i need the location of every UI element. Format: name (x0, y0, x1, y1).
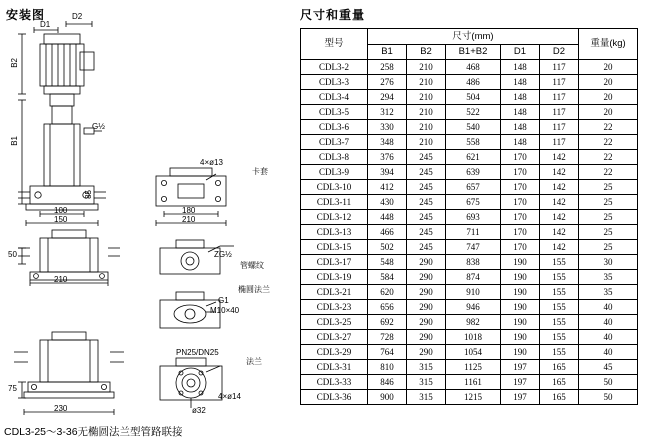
cell-b1: 348 (368, 135, 407, 150)
table-row (301, 105, 638, 120)
table-row (301, 135, 638, 150)
cell-model: CDL3-4 (301, 90, 368, 105)
cell-b2: 245 (407, 225, 446, 240)
cell-b1: 276 (368, 75, 407, 90)
cell-weight: 35 (579, 285, 638, 300)
header-model: 型号 (301, 29, 368, 60)
cell-weight: 22 (579, 165, 638, 180)
cell-d1: 190 (501, 345, 540, 360)
cell-b2: 210 (407, 135, 446, 150)
installation-drawing-panel (0, 0, 290, 444)
cell-b1-plus-b2: 910 (446, 285, 501, 300)
label-zg-half: ZG½ (214, 250, 232, 259)
cell-d1: 170 (501, 150, 540, 165)
table-row (301, 390, 638, 405)
cell-model: CDL3-33 (301, 375, 368, 390)
cell-d2: 155 (540, 255, 579, 270)
cell-weight: 25 (579, 240, 638, 255)
cell-d1: 190 (501, 270, 540, 285)
cell-model: CDL3-15 (301, 240, 368, 255)
label-d2: D2 (72, 12, 83, 21)
cell-b1: 330 (368, 120, 407, 135)
cell-d2: 165 (540, 375, 579, 390)
cell-b1: 584 (368, 270, 407, 285)
cell-d1: 190 (501, 330, 540, 345)
cell-weight: 20 (579, 75, 638, 90)
header-weight: 重量(kg) (579, 29, 638, 60)
cell-model: CDL3-13 (301, 225, 368, 240)
label-dim-210-top: 210 (182, 215, 196, 224)
cell-b1: 900 (368, 390, 407, 405)
cell-d2: 117 (540, 135, 579, 150)
label-flange: 法兰 (246, 357, 262, 366)
cell-b2: 290 (407, 315, 446, 330)
dimensions-weight-panel (292, 0, 654, 444)
cell-model: CDL3-10 (301, 180, 368, 195)
cell-b1-plus-b2: 838 (446, 255, 501, 270)
cell-d1: 170 (501, 225, 540, 240)
cell-b2: 210 (407, 75, 446, 90)
cell-d1: 148 (501, 90, 540, 105)
cell-b1: 258 (368, 60, 407, 75)
cell-d1: 170 (501, 180, 540, 195)
cell-d2: 142 (540, 210, 579, 225)
cell-model: CDL3-17 (301, 255, 368, 270)
cell-b2: 290 (407, 255, 446, 270)
cell-weight: 35 (579, 270, 638, 285)
cell-d1: 148 (501, 75, 540, 90)
label-dim-100: 100 (54, 206, 68, 215)
label-g-half-port: G½ (92, 122, 105, 131)
cell-model: CDL3-19 (301, 270, 368, 285)
cell-weight: 40 (579, 345, 638, 360)
label-d1: D1 (40, 20, 51, 29)
label-pipe-thread: 管螺纹 (240, 261, 264, 270)
cell-b2: 245 (407, 150, 446, 165)
cell-b1: 764 (368, 345, 407, 360)
cell-b1-plus-b2: 711 (446, 225, 501, 240)
cell-d1: 148 (501, 120, 540, 135)
cell-model: CDL3-5 (301, 105, 368, 120)
cell-b1-plus-b2: 639 (446, 165, 501, 180)
table-row (301, 120, 638, 135)
installation-drawing-svg (0, 0, 290, 444)
cell-weight: 30 (579, 255, 638, 270)
cell-weight: 25 (579, 180, 638, 195)
cell-model: CDL3-2 (301, 60, 368, 75)
table-row (301, 90, 638, 105)
cell-b1-plus-b2: 675 (446, 195, 501, 210)
cell-d1: 148 (501, 135, 540, 150)
cell-weight: 40 (579, 300, 638, 315)
cell-b1: 312 (368, 105, 407, 120)
cell-d2: 117 (540, 105, 579, 120)
cell-b1-plus-b2: 693 (446, 210, 501, 225)
cell-b1-plus-b2: 747 (446, 240, 501, 255)
table-row (301, 75, 638, 90)
table-row (301, 240, 638, 255)
cell-d1: 170 (501, 210, 540, 225)
cell-model: CDL3-23 (301, 300, 368, 315)
table-row (301, 285, 638, 300)
cell-d2: 155 (540, 285, 579, 300)
cell-b1: 430 (368, 195, 407, 210)
header-b1: B1 (368, 45, 407, 60)
cell-weight: 22 (579, 120, 638, 135)
label-b2: B2 (10, 58, 19, 68)
cell-d2: 155 (540, 300, 579, 315)
cell-d2: 165 (540, 360, 579, 375)
cell-b1-plus-b2: 1161 (446, 375, 501, 390)
cell-weight: 50 (579, 390, 638, 405)
label-dim-75: 75 (8, 384, 17, 393)
cell-d2: 155 (540, 270, 579, 285)
cell-b1-plus-b2: 1215 (446, 390, 501, 405)
cell-b1-plus-b2: 486 (446, 75, 501, 90)
cell-b1-plus-b2: 540 (446, 120, 501, 135)
cell-weight: 22 (579, 135, 638, 150)
table-row (301, 150, 638, 165)
label-4x13-holes: 4×ø13 (200, 158, 223, 167)
cell-b2: 290 (407, 330, 446, 345)
cell-b2: 245 (407, 240, 446, 255)
cell-d2: 142 (540, 195, 579, 210)
cell-b1: 448 (368, 210, 407, 225)
cell-d1: 197 (501, 360, 540, 375)
header-b2: B2 (407, 45, 446, 60)
cell-b1-plus-b2: 982 (446, 315, 501, 330)
cell-weight: 40 (579, 315, 638, 330)
table-row (301, 165, 638, 180)
label-dim-230: 230 (54, 404, 68, 413)
cell-b1-plus-b2: 468 (446, 60, 501, 75)
cell-model: CDL3-3 (301, 75, 368, 90)
cell-model: CDL3-36 (301, 390, 368, 405)
cell-d1: 190 (501, 315, 540, 330)
table-header-row-1 (301, 29, 638, 45)
cell-b1: 810 (368, 360, 407, 375)
cell-b1: 656 (368, 300, 407, 315)
cell-model: CDL3-29 (301, 345, 368, 360)
table-row (301, 300, 638, 315)
cell-b1: 294 (368, 90, 407, 105)
label-clamp-sleeve: 卡套 (252, 167, 268, 176)
label-pn25-dn25: PN25/DN25 (176, 348, 219, 357)
label-m10x40: M10×40 (210, 306, 240, 315)
cell-model: CDL3-8 (301, 150, 368, 165)
cell-b2: 245 (407, 195, 446, 210)
label-dim-210-mid: 210 (54, 275, 68, 284)
cell-d1: 190 (501, 255, 540, 270)
cell-model: CDL3-27 (301, 330, 368, 345)
cell-d1: 148 (501, 105, 540, 120)
table-row (301, 195, 638, 210)
cell-model: CDL3-25 (301, 315, 368, 330)
cell-b1-plus-b2: 874 (446, 270, 501, 285)
table-row (301, 345, 638, 360)
cell-model: CDL3-31 (301, 360, 368, 375)
label-4x14-holes: 4×ø14 (218, 392, 241, 401)
cell-b2: 290 (407, 270, 446, 285)
header-dimensions: 尺寸(mm) (368, 29, 579, 45)
cell-d2: 155 (540, 330, 579, 345)
cell-b2: 315 (407, 360, 446, 375)
cell-b2: 245 (407, 165, 446, 180)
label-b1: B1 (10, 136, 19, 146)
cell-weight: 25 (579, 225, 638, 240)
cell-b1: 846 (368, 375, 407, 390)
cell-d1: 170 (501, 240, 540, 255)
cell-b2: 210 (407, 120, 446, 135)
cell-b1: 466 (368, 225, 407, 240)
table-row (301, 210, 638, 225)
cell-b1: 692 (368, 315, 407, 330)
cell-b1: 376 (368, 150, 407, 165)
cell-d1: 190 (501, 285, 540, 300)
cell-b2: 245 (407, 210, 446, 225)
cell-model: CDL3-9 (301, 165, 368, 180)
table-row (301, 225, 638, 240)
table-row (301, 315, 638, 330)
cell-d1: 197 (501, 390, 540, 405)
cell-weight: 22 (579, 150, 638, 165)
label-dim-85: 85 (84, 190, 93, 199)
cell-weight: 50 (579, 375, 638, 390)
cell-d1: 190 (501, 300, 540, 315)
cell-d2: 142 (540, 150, 579, 165)
header-d2: D2 (540, 45, 579, 60)
label-dia-32: ø32 (192, 406, 206, 415)
cell-model: CDL3-6 (301, 120, 368, 135)
cell-b1-plus-b2: 504 (446, 90, 501, 105)
cell-b1-plus-b2: 522 (446, 105, 501, 120)
cell-weight: 25 (579, 210, 638, 225)
cell-d2: 155 (540, 315, 579, 330)
table-row (301, 330, 638, 345)
cell-b1: 394 (368, 165, 407, 180)
table-row (301, 255, 638, 270)
cell-b2: 290 (407, 345, 446, 360)
cell-d1: 170 (501, 165, 540, 180)
cell-d2: 117 (540, 75, 579, 90)
cell-d2: 142 (540, 240, 579, 255)
cell-b2: 315 (407, 390, 446, 405)
cell-b1: 620 (368, 285, 407, 300)
cell-b1: 502 (368, 240, 407, 255)
cell-d2: 142 (540, 180, 579, 195)
cell-b1: 728 (368, 330, 407, 345)
cell-b2: 245 (407, 180, 446, 195)
header-d1: D1 (501, 45, 540, 60)
cell-d1: 148 (501, 60, 540, 75)
cell-b1-plus-b2: 1054 (446, 345, 501, 360)
cell-b1: 548 (368, 255, 407, 270)
cell-b1-plus-b2: 1125 (446, 360, 501, 375)
table-row (301, 360, 638, 375)
cell-d2: 165 (540, 390, 579, 405)
cell-weight: 20 (579, 90, 638, 105)
cell-b2: 290 (407, 285, 446, 300)
cell-d2: 117 (540, 120, 579, 135)
cell-b1-plus-b2: 946 (446, 300, 501, 315)
cell-b2: 290 (407, 300, 446, 315)
cell-model: CDL3-11 (301, 195, 368, 210)
label-dim-50: 50 (8, 250, 17, 259)
cell-weight: 40 (579, 330, 638, 345)
cell-b1-plus-b2: 657 (446, 180, 501, 195)
installation-drawing-title: 安装图 (6, 8, 46, 22)
cell-model: CDL3-7 (301, 135, 368, 150)
cell-b2: 210 (407, 90, 446, 105)
cell-b1: 412 (368, 180, 407, 195)
table-row (301, 270, 638, 285)
cell-d2: 142 (540, 165, 579, 180)
cell-weight: 25 (579, 195, 638, 210)
label-dim-180: 180 (182, 206, 196, 215)
cell-d2: 142 (540, 225, 579, 240)
cell-weight: 20 (579, 105, 638, 120)
table-row (301, 375, 638, 390)
cell-weight: 45 (579, 360, 638, 375)
label-g1: G1 (218, 296, 229, 305)
cell-model: CDL3-12 (301, 210, 368, 225)
cell-d1: 170 (501, 195, 540, 210)
cell-b2: 315 (407, 375, 446, 390)
cell-d2: 117 (540, 90, 579, 105)
cell-d2: 155 (540, 345, 579, 360)
cell-b1-plus-b2: 558 (446, 135, 501, 150)
installation-drawing-caption: CDL3-25～3-36无椭圆法兰型管路联接 (4, 426, 183, 438)
dimensions-weight-title: 尺寸和重量 (300, 8, 366, 22)
cell-b2: 210 (407, 60, 446, 75)
table-row (301, 60, 638, 75)
cell-d1: 197 (501, 375, 540, 390)
label-oval-flange: 椭圆法兰 (238, 285, 270, 294)
cell-b1-plus-b2: 621 (446, 150, 501, 165)
header-b1-plus-b2: B1+B2 (446, 45, 501, 60)
table-row (301, 180, 638, 195)
cell-b2: 210 (407, 105, 446, 120)
cell-model: CDL3-21 (301, 285, 368, 300)
dimensions-weight-table (300, 28, 638, 405)
cell-b1-plus-b2: 1018 (446, 330, 501, 345)
cell-weight: 20 (579, 60, 638, 75)
label-dim-150: 150 (54, 215, 68, 224)
cell-d2: 117 (540, 60, 579, 75)
